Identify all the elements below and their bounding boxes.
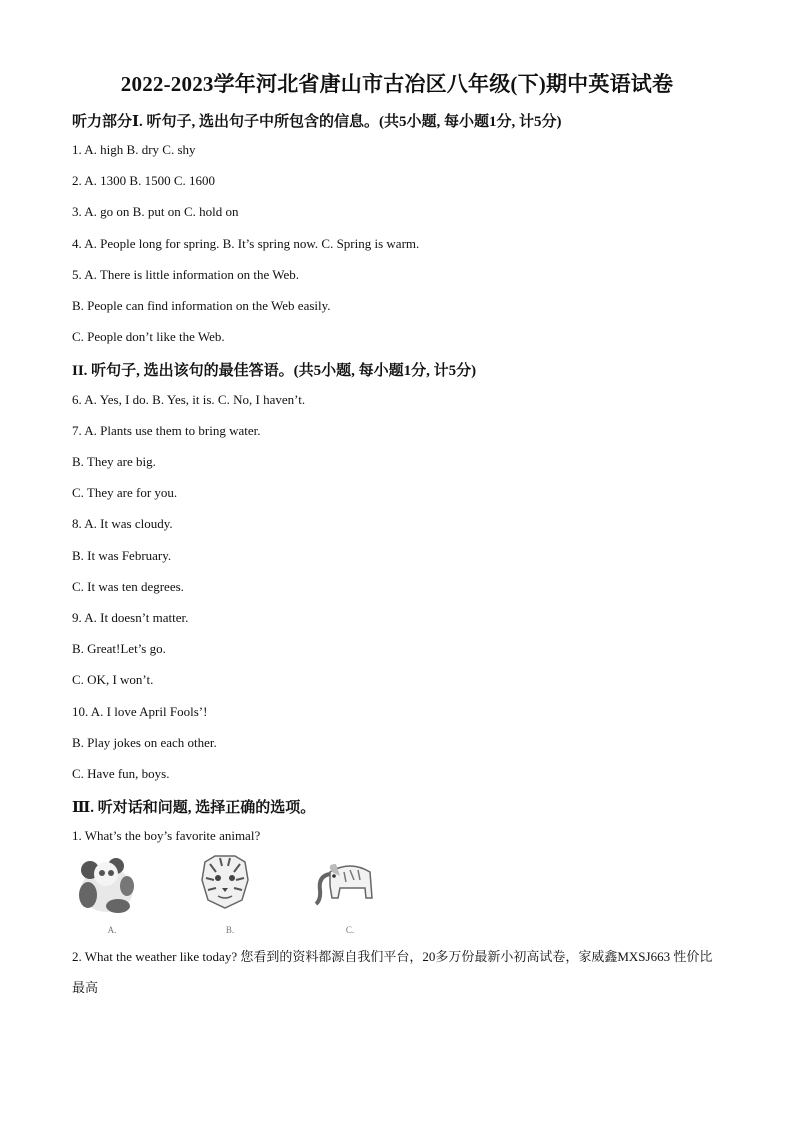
page-title: 2022-2023学年河北省唐山市古冶区八年级(下)期中英语试卷 <box>120 72 674 96</box>
question-line: B. It was February. <box>72 548 172 563</box>
question-line: 6. A. Yes, I do. B. Yes, it is. C. No, I haven’t. <box>72 392 306 407</box>
section-3-heading: Ⅲ. 听对话和问题, 选择正确的选项。 <box>72 800 316 816</box>
question-line: B. They are big. <box>72 454 156 469</box>
image-option-b[interactable] <box>190 850 270 935</box>
question-line: 3. A. go on B. put on C. hold on <box>72 204 239 219</box>
question-line: C. Have fun, boys. <box>72 766 170 781</box>
question-line: C. They are for you. <box>72 485 178 500</box>
question-line: 2. A. 1300 B. 1500 C. 1600 <box>72 173 216 188</box>
question-line: 8. A. It was cloudy. <box>72 516 173 531</box>
question-line: B. Great!Let’s go. <box>72 641 166 656</box>
image-label: B. <box>225 925 235 935</box>
question-line: B. People can find information on the Web easily. <box>72 298 331 313</box>
question-line: 5. A. There is little information on the Web. <box>72 267 300 282</box>
question-line: C. People don’t like the Web. <box>72 329 225 344</box>
panda-icon <box>72 850 142 918</box>
image-label: C. <box>345 925 355 935</box>
question-line: C. OK, I won’t. <box>72 672 154 687</box>
question-line: 4. A. People long for spring. B. It’s spring now. C. Spring is warm. <box>72 236 420 251</box>
question-line: B. Play jokes on each other. <box>72 735 217 750</box>
question-line: 7. A. Plants use them to bring water. <box>72 423 261 438</box>
section-1-heading: 听力部分Ⅰ. 听句子, 选出句子中所包含的信息。(共5小题, 每小题1分, 计5分) <box>72 114 562 130</box>
question-line: 9. A. It doesn’t matter. <box>72 610 189 625</box>
question-line: 1. A. high B. dry C. shy <box>72 142 196 157</box>
image-option-c[interactable] <box>310 850 390 935</box>
section-2-heading: II. 听句子, 选出该句的最佳答语。(共5小题, 每小题1分, 计5分) <box>72 363 477 379</box>
image-label: A. <box>107 925 117 935</box>
tiger-icon <box>190 850 260 918</box>
question-line: 2. What the weather like today? 您看到的资料都源自我们平台，20多万份最新小初高试卷，家威鑫MXSJ663 性价比最高 <box>72 949 713 995</box>
elephant-icon <box>310 850 385 918</box>
answer-images <box>72 850 392 935</box>
question-line: C. It was ten degrees. <box>72 579 184 594</box>
question-line: 1. What’s the boy’s favorite animal? <box>72 828 261 843</box>
question-line: 10. A. I love April Fools’! <box>72 704 208 719</box>
image-option-a[interactable] <box>72 850 152 935</box>
